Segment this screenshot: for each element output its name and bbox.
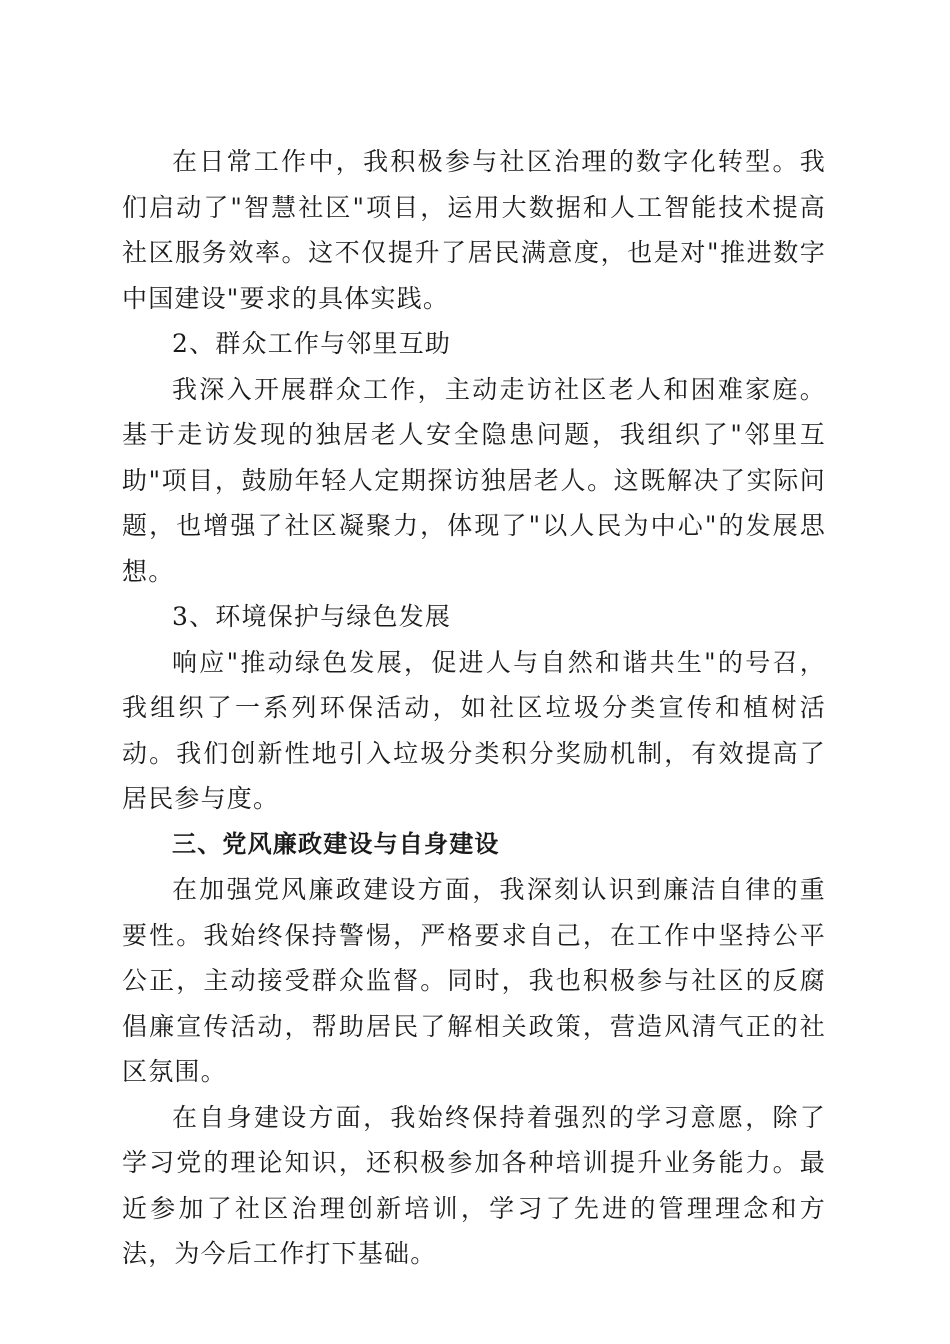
section-heading-integrity: 三、党风廉政建设与自身建设 [172, 829, 500, 858]
paragraph-environmental-activities: 响应"推动绿色发展，促进人与自然和谐共生"的号召，我组织了一系列环保活动，如社区垃圾分类宣传和植树活动。我们创新性地引入垃圾分类积分奖励机制，有效提高了居民参与度。 [122, 647, 826, 813]
subheading-mass-work: 2、群众工作与邻里互助 [172, 329, 452, 358]
subheading-green-development: 3、环境保护与绿色发展 [172, 602, 452, 631]
document-body [122, 139, 826, 1277]
paragraph-integrity: 在加强党风廉政建设方面，我深刻认识到廉洁自律的重要性。我始终保持警惕，严格要求自己，在工作中坚持公平公正，主动接受群众监督。同时，我也积极参与社区的反腐倡廉宣传活动，帮助居民了解相关政策，营造风清气正的社区氛围。 [122, 875, 826, 1086]
paragraph-self-development: 在自身建设方面，我始终保持着强烈的学习意愿，除了学习党的理论知识，还积极参加各种培训提升业务能力。最近参加了社区治理创新培训，学习了先进的管理理念和方法，为今后工作打下基础。 [122, 1102, 826, 1268]
paragraph-neighbor-help: 我深入开展群众工作，主动走访社区老人和困难家庭。基于走访发现的独居老人安全隐患问题，我组织了"邻里互助"项目，鼓励年轻人定期探访独居老人。这既解决了实际问题，也增强了社区凝聚力，体现了"以人民为中心"的发展思想。 [122, 374, 826, 586]
paragraph-digital-community: 在日常工作中，我积极参与社区治理的数字化转型。我们启动了"智慧社区"项目，运用大数据和人工智能技术提高社区服务效率。这不仅提升了居民满意度，也是对"推进数字中国建设"要求的具体实践。 [122, 147, 826, 313]
